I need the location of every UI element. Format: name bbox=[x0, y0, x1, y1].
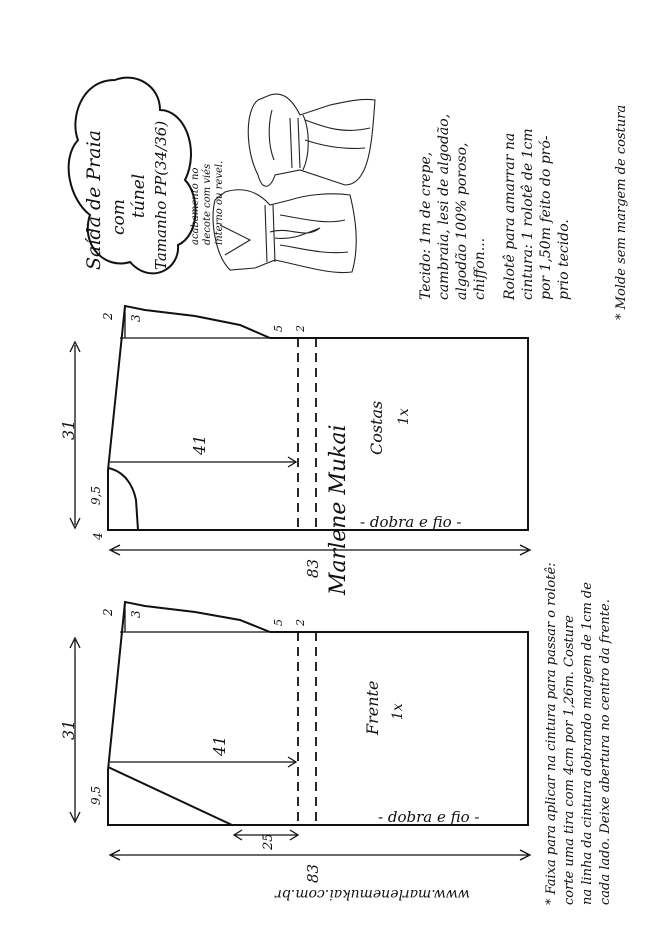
website bbox=[274, 886, 470, 902]
back-neckline bbox=[108, 468, 138, 530]
front-pattern-piece bbox=[59, 602, 530, 883]
back-pattern-piece bbox=[59, 306, 530, 578]
garment-sketch-back bbox=[248, 94, 375, 186]
signature-text: Marlene Mukai bbox=[326, 424, 351, 595]
website-text: www.marlenemukai.com.br bbox=[275, 886, 470, 902]
back-dim-shoulder-b: 2 bbox=[294, 325, 307, 332]
title-line-2: com bbox=[109, 199, 129, 235]
fabric-notes bbox=[418, 114, 572, 301]
back-dim-neck-b: 4 bbox=[91, 532, 105, 540]
title-line-4: Tamanho PP(34/36) bbox=[152, 120, 170, 270]
sketch-note bbox=[190, 161, 225, 245]
back-dim-width: 83 bbox=[304, 558, 322, 578]
back-piece-count: 1x bbox=[396, 408, 412, 425]
fabric-line-5: Rolotê para amarrar na bbox=[502, 132, 518, 300]
front-dim-width: 83 bbox=[304, 863, 322, 883]
instructions-line-3: na linha da cintura dobrando margem de 1cm de bbox=[580, 582, 595, 905]
front-neckline bbox=[108, 767, 232, 825]
fabric-line-6: cintura: 1 rolotê de 1cm bbox=[520, 128, 536, 300]
fabric-line-8: prio tecido. bbox=[556, 219, 572, 300]
back-piece-name: Costas bbox=[367, 400, 386, 455]
back-piece-outline bbox=[108, 306, 528, 530]
signature bbox=[326, 424, 351, 596]
front-dim-top-a: 2 bbox=[101, 608, 115, 616]
instructions-line-1: * Faixa para aplicar na cintura para passar o rolotê: bbox=[544, 562, 559, 905]
front-dim-center: 41 bbox=[210, 735, 229, 756]
front-piece-count: 1x bbox=[390, 703, 406, 720]
front-piece-outline bbox=[108, 602, 528, 825]
fabric-line-2: cambraia, lesi de algodão, bbox=[436, 113, 452, 300]
front-dim-shoulder-a: 5 bbox=[272, 619, 285, 626]
front-fold-label: - dobra e fio - bbox=[378, 808, 480, 826]
back-dim-center: 41 bbox=[190, 434, 209, 455]
fabric-line-7: por 1,50m feito do pró- bbox=[538, 135, 554, 300]
back-dim-length: 31 bbox=[59, 419, 78, 440]
back-dim-top-a: 2 bbox=[101, 312, 115, 320]
sketch-note-line-3: interno ou revel. bbox=[214, 160, 225, 245]
fabric-line-4: chiffon... bbox=[472, 237, 488, 300]
fabric-line-1: Tecido: 1m de crepe, bbox=[418, 151, 434, 300]
instructions-line-2: corte uma tira com 4cm por 1,26m. Costure bbox=[562, 615, 577, 905]
front-dim-shoulder-b: 2 bbox=[294, 619, 307, 626]
waist-instructions bbox=[544, 562, 613, 905]
title-bubble bbox=[69, 78, 196, 274]
instructions-line-4: cada lado. Deixe abertura no centro da frente. bbox=[598, 599, 613, 905]
sketch-note-line-2: decote com viés bbox=[202, 163, 213, 245]
back-dim-shoulder-a: 5 bbox=[272, 325, 285, 332]
back-dim-neck-a: 9,5 bbox=[89, 485, 103, 505]
front-dim-top-b: 3 bbox=[129, 610, 143, 618]
title-line-1: Saída de Praia bbox=[83, 130, 105, 270]
front-dim-bottom: 25 bbox=[261, 833, 276, 850]
fabric-line-9: * Molde sem margem de costura bbox=[614, 104, 629, 320]
garment-sketch-front bbox=[213, 190, 356, 273]
front-dim-length: 31 bbox=[59, 719, 78, 740]
sketch-note-line-1: acabamento no bbox=[190, 167, 201, 245]
title-line-3: túnel bbox=[129, 173, 149, 218]
fabric-line-3: algodão 100% poroso, bbox=[454, 142, 470, 300]
back-dim-top-b: 3 bbox=[129, 314, 143, 322]
front-piece-name: Frente bbox=[363, 680, 382, 735]
front-dim-neck-a: 9,5 bbox=[89, 785, 103, 805]
fabric-note-seam bbox=[614, 105, 629, 320]
back-fold-label: - dobra e fio - bbox=[360, 513, 462, 531]
